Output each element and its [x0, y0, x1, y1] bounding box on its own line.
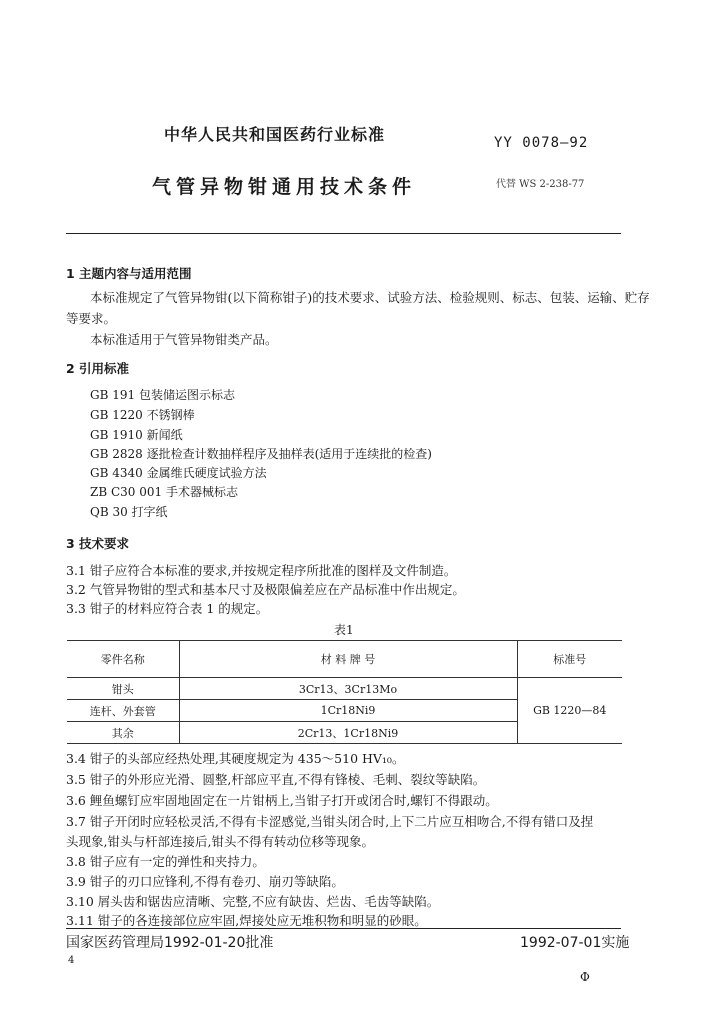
- page-number: 4: [68, 955, 75, 966]
- section-1-heading: 1 主题内容与适用范围: [66, 266, 192, 281]
- replaces-note: 代替 WS 2-238-77: [496, 179, 585, 190]
- part-cell: 钳头: [67, 678, 179, 700]
- reference-item: GB 1220 不锈钢棒: [90, 408, 195, 422]
- material-cell: 3Cr13、3Cr13Mo: [179, 678, 517, 700]
- approval-line: 国家医药管理局1992-01-20批准: [66, 935, 274, 951]
- part-cell: 其余: [67, 722, 179, 744]
- section-3-heading: 3 技术要求: [66, 536, 130, 551]
- reference-item: GB 4340 金属维氏硬度试验方法: [90, 466, 267, 480]
- part-cell: 连杆、外套管: [67, 700, 179, 722]
- scope-paragraph-line-2: 等要求。: [66, 311, 117, 326]
- clause-3-11: 3.11 钳子的各连接部位应牢固,焊接处应无堆积物和明显的砂眼。: [66, 913, 427, 928]
- issuer-title: 中华人民共和国医药行业标准: [164, 125, 386, 144]
- column-header-material: 材 料 牌 号: [179, 641, 517, 678]
- clause-3-4: 3.4 钳子的头部应经热处理,其硬度规定为 435～510 HV₁₀。: [66, 751, 405, 766]
- material-cell: 2Cr13、1Cr18Ni9: [179, 722, 517, 744]
- reference-item: GB 1910 新闻纸: [90, 428, 183, 442]
- table-header-row: [67, 641, 622, 678]
- clause-3-7-line-2: 头现象,钳头与杆部连接后,钳头不得有转动位移等现象。: [66, 834, 374, 849]
- scope-paragraph-line-1: 本标准规定了气管异物钳(以下简称钳子)的技术要求、试验方法、检验规则、标志、包装、运输、贮存: [90, 290, 650, 305]
- clause-3-3: 3.3 钳子的材料应符合表 1 的规定。: [66, 601, 269, 616]
- clause-3-6: 3.6 鲤鱼螺钉应牢固地固定在一片钳柄上,当钳子打开或闭合时,螺钉不得跟动。: [66, 793, 498, 808]
- clause-3-9: 3.9 钳子的刃口应锋利,不得有卷刃、崩刃等缺陷。: [66, 874, 344, 889]
- clause-3-10: 3.10 屑头齿和锯齿应清晰、完整,不应有缺齿、烂齿、毛齿等缺陷。: [66, 894, 440, 909]
- material-cell: 1Cr18Ni9: [179, 700, 517, 722]
- document-title: 气管异物钳通用技术条件: [152, 176, 417, 198]
- column-header-part: 零件名称: [67, 641, 179, 678]
- footer-rule: [66, 928, 621, 929]
- section-2-heading: 2 引用标准: [66, 361, 130, 376]
- header-rule: [66, 233, 621, 234]
- table-caption: 表1: [334, 623, 354, 637]
- implementation-date: 1992-07-01实施: [520, 935, 630, 951]
- clause-3-5: 3.5 钳子的外形应光滑、圆整,杆部应平直,不得有锋棱、毛刺、裂纹等缺陷。: [66, 772, 486, 787]
- column-header-standard: 标准号: [517, 641, 622, 678]
- clause-3-8: 3.8 钳子应有一定的弹性和夹持力。: [66, 854, 265, 869]
- table-row: [67, 678, 622, 700]
- reference-item: GB 191 包装储运图示标志: [90, 388, 235, 402]
- applicability-paragraph: 本标准适用于气管异物钳类产品。: [90, 332, 278, 347]
- clause-3-2: 3.2 气管异物钳的型式和基本尺寸及极限偏差应在产品标准中作出规定。: [66, 582, 465, 597]
- clause-3-7-line-1: 3.7 钳子开闭时应轻松灵活,不得有卡涩感觉,当钳头闭合时,上下二片应互相吻合,不得有错口及捏: [66, 814, 594, 829]
- scan-mark: Φ: [580, 970, 590, 984]
- clause-3-1: 3.1 钳子应符合本标准的要求,并按规定程序所批准的图样及文件制造。: [66, 563, 457, 578]
- reference-item: ZB C30 001 手术器械标志: [90, 485, 238, 499]
- reference-item: GB 2828 逐批检查计数抽样程序及抽样表(适用于连续批的检查): [90, 447, 432, 461]
- standard-code: YY 0078—92: [494, 135, 589, 151]
- standard-cell: GB 1220—84: [517, 678, 622, 744]
- reference-item: QB 30 打字纸: [90, 505, 168, 519]
- materials-table: [67, 640, 622, 744]
